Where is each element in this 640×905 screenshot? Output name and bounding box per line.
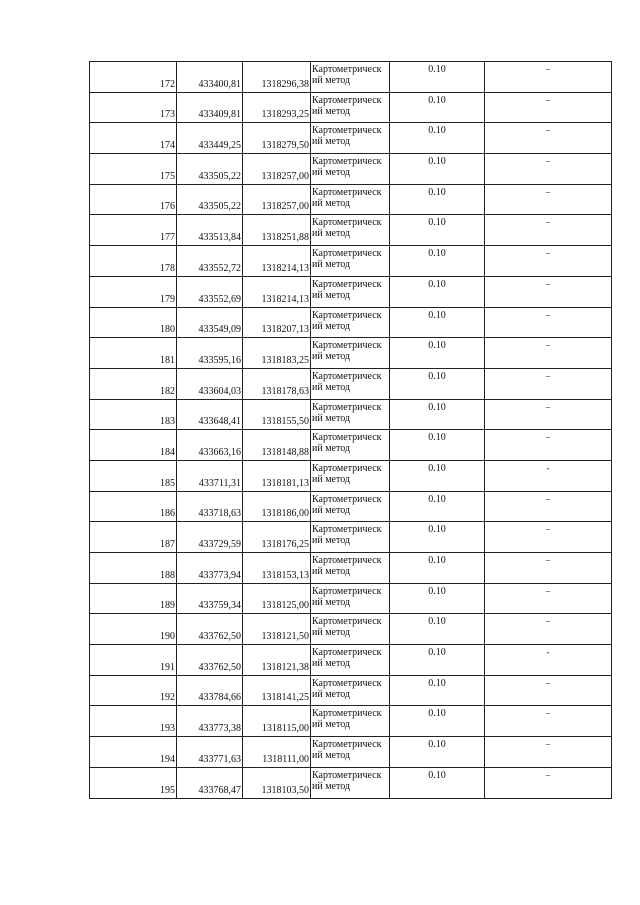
point-number-cell: 172 xyxy=(90,62,177,93)
y-coordinate-cell: 1318141,25 xyxy=(243,675,311,706)
y-coordinate-cell: 1318251,88 xyxy=(243,215,311,246)
method-cell xyxy=(311,215,390,246)
coordinates-table-body xyxy=(90,62,612,799)
description-cell xyxy=(485,614,612,645)
method-text-line-1: Картометрическ xyxy=(312,739,382,751)
point-number-cell: 192 xyxy=(90,675,177,706)
dash-value: – xyxy=(545,769,551,780)
method-cell xyxy=(311,614,390,645)
method-cell xyxy=(311,491,390,522)
method-text-line-2: ий метод xyxy=(312,167,351,179)
description-cell xyxy=(485,553,612,584)
point-number-cell: 174 xyxy=(90,123,177,154)
table-row xyxy=(90,767,612,798)
method-text-line-1: Картометрическ xyxy=(312,585,382,597)
dash-value: – xyxy=(545,555,551,565)
description-cell xyxy=(485,184,612,215)
table-row xyxy=(90,399,612,430)
accuracy-cell: 0.10 xyxy=(390,675,485,706)
table-row xyxy=(90,737,612,768)
dash-value: - xyxy=(546,647,550,658)
y-coordinate-cell: 1318153,13 xyxy=(243,553,311,584)
method-text-line-1: Картометрическ xyxy=(312,616,382,628)
point-number-cell: 178 xyxy=(90,246,177,277)
dash-value: – xyxy=(545,616,551,627)
y-coordinate-cell: 1318293,25 xyxy=(243,92,311,123)
table-row xyxy=(90,553,612,584)
dash-value: – xyxy=(545,248,551,259)
x-coordinate-cell: 433759,34 xyxy=(177,583,243,614)
method-text-line-1: Картометрическ xyxy=(312,278,382,290)
accuracy-cell: 0.10 xyxy=(390,368,485,399)
x-coordinate-cell: 433762,50 xyxy=(177,614,243,645)
description-cell xyxy=(485,92,612,123)
accuracy-cell: 0.10 xyxy=(390,614,485,645)
method-text-line-1: Картометрическ xyxy=(312,125,382,137)
method-text-line-2: ий метод xyxy=(312,535,351,547)
point-number-cell: 185 xyxy=(90,460,177,491)
method-cell xyxy=(311,737,390,768)
description-cell xyxy=(485,583,612,614)
dash-value: – xyxy=(545,708,551,719)
x-coordinate-cell: 433762,50 xyxy=(177,645,243,676)
x-coordinate-cell: 433549,09 xyxy=(177,307,243,338)
method-text-line-2: ий метод xyxy=(312,105,351,117)
method-text-line-2: ий метод xyxy=(312,75,351,86)
y-coordinate-cell: 1318176,25 xyxy=(243,522,311,553)
y-coordinate-cell: 1318183,25 xyxy=(243,338,311,369)
method-cell xyxy=(311,338,390,369)
description-cell xyxy=(485,154,612,185)
dash-value: – xyxy=(545,309,551,320)
point-number-cell: 176 xyxy=(90,184,177,215)
accuracy-cell: 0.10 xyxy=(390,583,485,614)
method-text-line-2: ий метод xyxy=(312,504,351,516)
table-row xyxy=(90,62,612,93)
accuracy-cell: 0.10 xyxy=(390,767,485,798)
y-coordinate-cell: 1318121,38 xyxy=(243,645,311,676)
y-coordinate-cell: 1318155,50 xyxy=(243,399,311,430)
method-text-line-1: Картометрическ xyxy=(312,340,382,352)
method-cell xyxy=(311,645,390,676)
method-cell xyxy=(311,583,390,614)
x-coordinate-cell: 433409,81 xyxy=(177,92,243,123)
accuracy-cell: 0.10 xyxy=(390,62,485,93)
description-cell xyxy=(485,246,612,277)
table-row xyxy=(90,675,612,706)
method-cell xyxy=(311,184,390,215)
method-text-line-2: ий метод xyxy=(312,473,351,485)
method-text-line-2: ий метод xyxy=(312,351,351,363)
accuracy-cell: 0.10 xyxy=(390,307,485,338)
description-cell xyxy=(485,706,612,737)
description-cell xyxy=(485,368,612,399)
method-cell xyxy=(311,368,390,399)
dash-value: – xyxy=(545,156,551,167)
method-text-line-2: ий метод xyxy=(312,719,351,731)
method-text-line-2: ий метод xyxy=(312,289,351,301)
y-coordinate-cell: 1318115,00 xyxy=(243,706,311,737)
description-cell xyxy=(485,215,612,246)
method-text-line-1: Картометрическ xyxy=(312,493,382,505)
table-row xyxy=(90,368,612,399)
method-text-line-2: ий метод xyxy=(312,658,351,670)
table-row xyxy=(90,430,612,461)
y-coordinate-cell: 1318103,50 xyxy=(243,767,311,798)
dash-value: – xyxy=(545,585,551,596)
point-number-cell: 177 xyxy=(90,215,177,246)
dash-value: – xyxy=(545,432,551,443)
dash-value: - xyxy=(546,462,550,473)
x-coordinate-cell: 433773,38 xyxy=(177,706,243,737)
x-coordinate-cell: 433729,59 xyxy=(177,522,243,553)
table-row xyxy=(90,614,612,645)
method-cell xyxy=(311,522,390,553)
y-coordinate-cell: 1318111,00 xyxy=(243,737,311,768)
x-coordinate-cell: 433663,16 xyxy=(177,430,243,461)
method-text-line-1: Картометрическ xyxy=(312,309,382,321)
dash-value: – xyxy=(545,217,551,228)
method-text-line-1: Картометрическ xyxy=(312,217,382,229)
method-cell xyxy=(311,246,390,277)
table-row xyxy=(90,92,612,123)
point-number-cell: 193 xyxy=(90,706,177,737)
dash-value: – xyxy=(545,493,551,504)
x-coordinate-cell: 433505,22 xyxy=(177,184,243,215)
description-cell xyxy=(485,767,612,798)
accuracy-cell: 0.10 xyxy=(390,737,485,768)
table-row xyxy=(90,706,612,737)
point-number-cell: 187 xyxy=(90,522,177,553)
table-row xyxy=(90,215,612,246)
accuracy-cell: 0.10 xyxy=(390,123,485,154)
description-cell xyxy=(485,675,612,706)
description-cell xyxy=(485,307,612,338)
description-cell xyxy=(485,522,612,553)
method-text-line-1: Картометрическ xyxy=(312,647,382,659)
method-text-line-1: Картометрическ xyxy=(312,708,382,720)
accuracy-cell: 0.10 xyxy=(390,553,485,584)
method-cell xyxy=(311,92,390,123)
x-coordinate-cell: 433595,16 xyxy=(177,338,243,369)
dash-value: – xyxy=(545,125,551,136)
x-coordinate-cell: 433711,31 xyxy=(177,460,243,491)
method-text-line-1: Картометрическ xyxy=(312,462,382,474)
method-text-line-1: Картометрическ xyxy=(312,248,382,260)
description-cell xyxy=(485,62,612,93)
accuracy-cell: 0.10 xyxy=(390,246,485,277)
table-row xyxy=(90,338,612,369)
method-text-line-2: ий метод xyxy=(312,197,351,209)
point-number-cell: 179 xyxy=(90,276,177,307)
table-row xyxy=(90,645,612,676)
accuracy-cell: 0.10 xyxy=(390,276,485,307)
point-number-cell: 191 xyxy=(90,645,177,676)
dash-value: – xyxy=(545,677,551,688)
method-text-line-1: Картометрическ xyxy=(312,64,382,75)
accuracy-cell: 0.10 xyxy=(390,154,485,185)
accuracy-cell: 0.10 xyxy=(390,430,485,461)
x-coordinate-cell: 433552,72 xyxy=(177,246,243,277)
accuracy-cell: 0.10 xyxy=(390,92,485,123)
x-coordinate-cell: 433604,03 xyxy=(177,368,243,399)
method-text-line-1: Картометрическ xyxy=(312,401,382,413)
method-text-line-1: Картометрическ xyxy=(312,555,382,566)
y-coordinate-cell: 1318257,00 xyxy=(243,154,311,185)
point-number-cell: 186 xyxy=(90,491,177,522)
method-cell xyxy=(311,154,390,185)
dash-value: – xyxy=(545,64,551,74)
table-row xyxy=(90,276,612,307)
accuracy-cell: 0.10 xyxy=(390,706,485,737)
point-number-cell: 173 xyxy=(90,92,177,123)
method-text-line-1: Картометрическ xyxy=(312,769,382,781)
method-text-line-2: ий метод xyxy=(312,228,351,240)
method-cell xyxy=(311,460,390,491)
table-row xyxy=(90,522,612,553)
x-coordinate-cell: 433773,94 xyxy=(177,553,243,584)
method-cell xyxy=(311,123,390,154)
point-number-cell: 188 xyxy=(90,553,177,584)
y-coordinate-cell: 1318214,13 xyxy=(243,246,311,277)
y-coordinate-cell: 1318181,13 xyxy=(243,460,311,491)
method-text-line-1: Картометрическ xyxy=(312,94,382,106)
x-coordinate-cell: 433400,81 xyxy=(177,62,243,93)
dash-value: – xyxy=(545,739,551,750)
method-text-line-2: ий метод xyxy=(312,412,351,424)
y-coordinate-cell: 1318257,00 xyxy=(243,184,311,215)
accuracy-cell: 0.10 xyxy=(390,645,485,676)
dash-value: – xyxy=(545,94,551,105)
point-number-cell: 180 xyxy=(90,307,177,338)
x-coordinate-cell: 433552,69 xyxy=(177,276,243,307)
method-text-line-1: Картометрическ xyxy=(312,432,382,444)
y-coordinate-cell: 1318125,00 xyxy=(243,583,311,614)
x-coordinate-cell: 433505,22 xyxy=(177,154,243,185)
x-coordinate-cell: 433768,47 xyxy=(177,767,243,798)
description-cell xyxy=(485,430,612,461)
method-text-line-2: ий метод xyxy=(312,780,351,792)
method-text-line-2: ий метод xyxy=(312,688,351,700)
method-text-line-2: ий метод xyxy=(312,566,351,577)
method-cell xyxy=(311,430,390,461)
point-number-cell: 181 xyxy=(90,338,177,369)
accuracy-cell: 0.10 xyxy=(390,215,485,246)
accuracy-cell: 0.10 xyxy=(390,460,485,491)
x-coordinate-cell: 433784,66 xyxy=(177,675,243,706)
dash-value: – xyxy=(545,401,551,412)
table-row xyxy=(90,154,612,185)
method-text-line-2: ий метод xyxy=(312,381,351,393)
method-cell xyxy=(311,307,390,338)
method-cell xyxy=(311,706,390,737)
accuracy-cell: 0.10 xyxy=(390,338,485,369)
method-cell xyxy=(311,276,390,307)
table-row xyxy=(90,583,612,614)
method-text-line-1: Картометрическ xyxy=(312,677,382,689)
description-cell xyxy=(485,491,612,522)
method-text-line-2: ий метод xyxy=(312,750,351,762)
method-text-line-1: Картометрическ xyxy=(312,186,382,198)
y-coordinate-cell: 1318121,50 xyxy=(243,614,311,645)
point-number-cell: 184 xyxy=(90,430,177,461)
method-text-line-2: ий метод xyxy=(312,596,351,608)
description-cell xyxy=(485,276,612,307)
accuracy-cell: 0.10 xyxy=(390,399,485,430)
y-coordinate-cell: 1318207,13 xyxy=(243,307,311,338)
point-number-cell: 190 xyxy=(90,614,177,645)
dash-value: – xyxy=(545,278,551,289)
point-number-cell: 195 xyxy=(90,767,177,798)
accuracy-cell: 0.10 xyxy=(390,184,485,215)
point-number-cell: 183 xyxy=(90,399,177,430)
description-cell xyxy=(485,338,612,369)
description-cell xyxy=(485,123,612,154)
method-text-line-2: ий метод xyxy=(312,320,351,332)
y-coordinate-cell: 1318214,13 xyxy=(243,276,311,307)
description-cell xyxy=(485,460,612,491)
x-coordinate-cell: 433513,84 xyxy=(177,215,243,246)
dash-value: – xyxy=(545,524,551,535)
table-row xyxy=(90,123,612,154)
method-text-line-2: ий метод xyxy=(312,443,351,455)
x-coordinate-cell: 433449,25 xyxy=(177,123,243,154)
method-text-line-2: ий метод xyxy=(312,136,351,148)
coordinates-table xyxy=(89,61,612,799)
y-coordinate-cell: 1318279,50 xyxy=(243,123,311,154)
y-coordinate-cell: 1318178,63 xyxy=(243,368,311,399)
accuracy-cell: 0.10 xyxy=(390,522,485,553)
method-text-line-2: ий метод xyxy=(312,627,351,639)
x-coordinate-cell: 433648,41 xyxy=(177,399,243,430)
method-cell xyxy=(311,62,390,93)
point-number-cell: 194 xyxy=(90,737,177,768)
method-cell xyxy=(311,399,390,430)
description-cell xyxy=(485,645,612,676)
dash-value: – xyxy=(545,370,551,381)
x-coordinate-cell: 433718,63 xyxy=(177,491,243,522)
dash-value: – xyxy=(545,186,551,197)
table-row xyxy=(90,307,612,338)
method-text-line-1: Картометрическ xyxy=(312,370,382,382)
y-coordinate-cell: 1318186,00 xyxy=(243,491,311,522)
description-cell xyxy=(485,737,612,768)
description-cell xyxy=(485,399,612,430)
table-row xyxy=(90,246,612,277)
method-cell xyxy=(311,767,390,798)
method-cell xyxy=(311,553,390,584)
table-row xyxy=(90,184,612,215)
method-text-line-2: ий метод xyxy=(312,259,351,271)
y-coordinate-cell: 1318296,38 xyxy=(243,62,311,93)
table-row xyxy=(90,460,612,491)
method-cell xyxy=(311,675,390,706)
y-coordinate-cell: 1318148,88 xyxy=(243,430,311,461)
point-number-cell: 175 xyxy=(90,154,177,185)
accuracy-cell: 0.10 xyxy=(390,491,485,522)
point-number-cell: 182 xyxy=(90,368,177,399)
method-text-line-1: Картометрическ xyxy=(312,156,382,168)
method-text-line-1: Картометрическ xyxy=(312,524,382,536)
dash-value: – xyxy=(545,340,551,351)
point-number-cell: 189 xyxy=(90,583,177,614)
table-row xyxy=(90,491,612,522)
x-coordinate-cell: 433771,63 xyxy=(177,737,243,768)
